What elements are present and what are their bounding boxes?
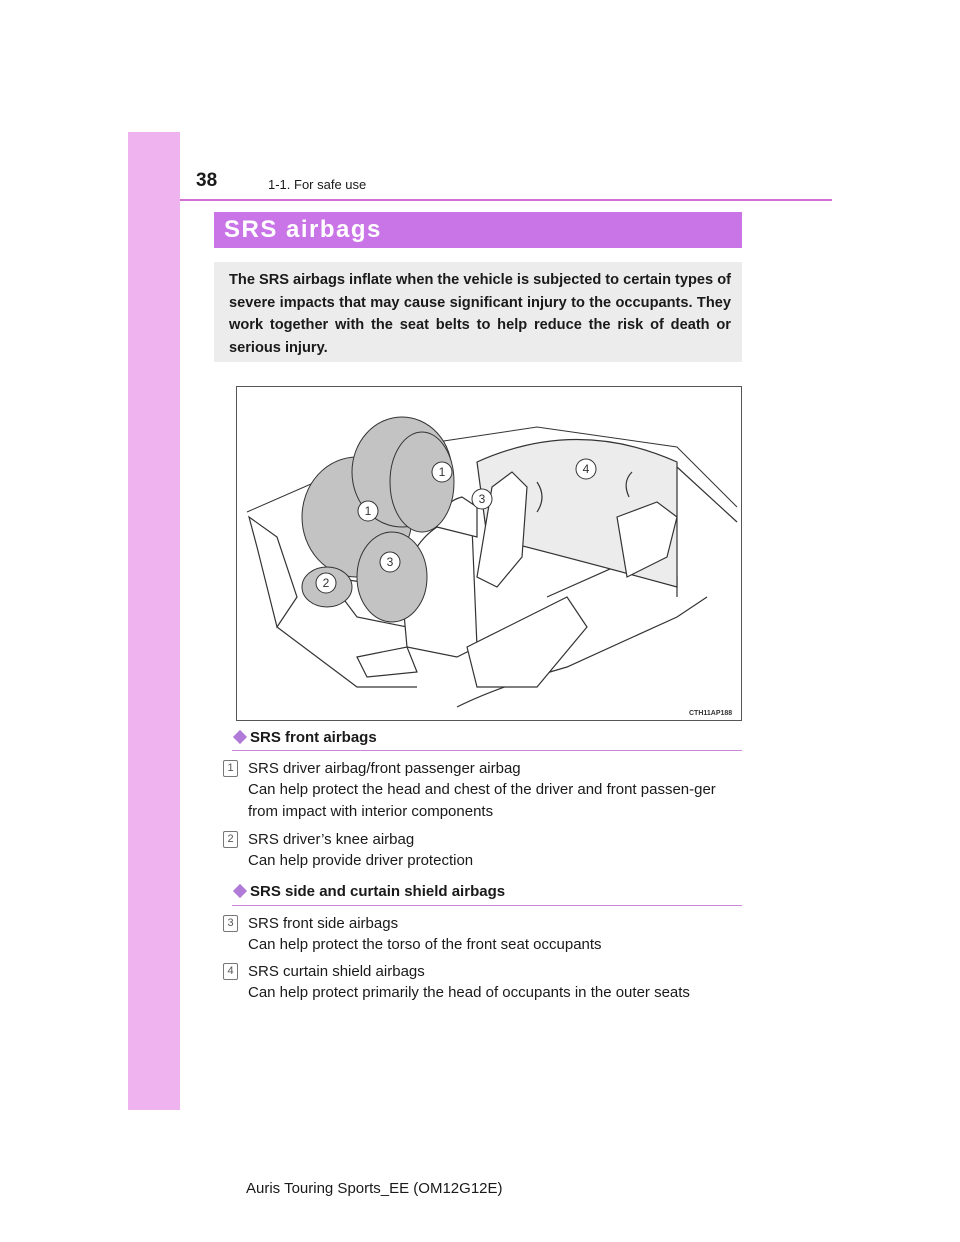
item-number-badge: 1 xyxy=(223,760,238,777)
figure-code: CTH11AP188 xyxy=(689,710,733,717)
callout-3-driver-label: 3 xyxy=(386,555,394,569)
diamond-bullet-icon xyxy=(233,884,247,898)
section-rule xyxy=(232,750,742,751)
callout-3-passenger-label: 3 xyxy=(478,492,486,506)
item-title: SRS driver airbag/front passenger airbag xyxy=(248,760,521,777)
page-title: SRS airbags xyxy=(224,216,382,243)
intro-text: The SRS airbags inflate when the vehicle is subjected to certain types of severe impacts that may cause significant injury to the occupants. They work together with the seat belts to help reduce the risk of death or serious injury. xyxy=(229,272,731,356)
title-bar xyxy=(214,212,742,248)
section-rule xyxy=(232,905,742,906)
item-title: SRS curtain shield airbags xyxy=(248,963,425,980)
header-rule xyxy=(180,199,832,201)
section-heading-front-airbags: SRS front airbags xyxy=(250,729,377,746)
item-description: Can help protect the torso of the front seat occupants xyxy=(248,936,602,953)
diamond-bullet-icon xyxy=(233,730,247,744)
footer-model-code: Auris Touring Sports_EE (OM12G12E) xyxy=(246,1180,503,1197)
intro-box xyxy=(214,262,742,362)
page-number: 38 xyxy=(196,170,218,191)
callout-1-passenger-label: 1 xyxy=(438,465,446,479)
item-title: SRS front side airbags xyxy=(248,915,399,932)
item-description: Can help provide driver protection xyxy=(248,852,474,869)
item-description: Can help protect primarily the head of occupants in the outer seats xyxy=(248,984,690,1001)
section-label: 1-1. For safe use xyxy=(268,177,367,192)
item-number-badge: 2 xyxy=(223,831,238,848)
item-description: Can help protect the head and chest of the driver and front passen-ger from impact with interior components xyxy=(248,781,716,820)
item-number-badge: 3 xyxy=(223,915,238,932)
section-heading-side-curtain-airbags: SRS side and curtain shield airbags xyxy=(250,883,506,900)
item-title: SRS driver’s knee airbag xyxy=(248,831,415,848)
car-interior-drawing xyxy=(237,387,741,720)
chapter-sidebar-tab xyxy=(128,132,180,1110)
callout-1-driver-label: 1 xyxy=(364,504,372,518)
callout-2-label: 2 xyxy=(322,576,330,590)
callout-4-label: 4 xyxy=(582,462,590,476)
item-number-badge: 4 xyxy=(223,963,238,980)
airbag-illustration xyxy=(236,386,742,721)
